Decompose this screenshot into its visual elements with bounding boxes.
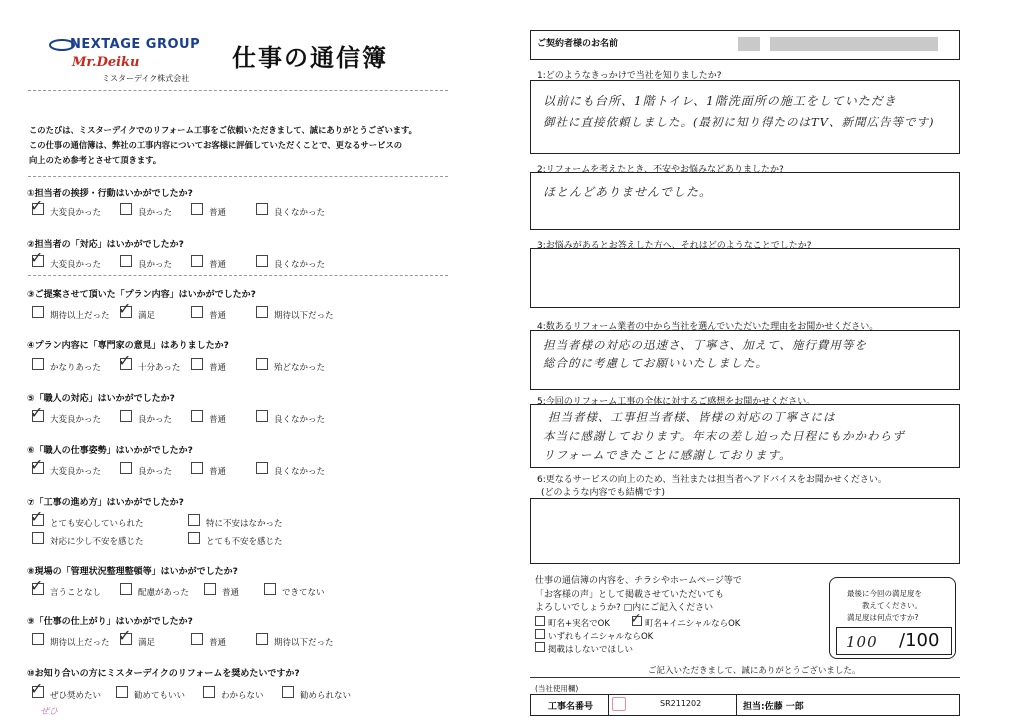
rating-checkbox[interactable] (191, 358, 203, 370)
rating-checkbox[interactable] (191, 306, 203, 318)
rating-option: 普通 (209, 638, 227, 648)
rating-option: 期待以上だった (50, 311, 110, 321)
question-label: 2:リフォームを考えたとき、不安やお悩みなどありましたか? (537, 165, 784, 175)
handwritten-answer: 以前にも台所、1階トイレ、1階洗面所の施工をしていただき (543, 94, 897, 108)
rating-checkbox[interactable] (32, 306, 44, 318)
show-through-line (28, 90, 448, 91)
rating-checkbox[interactable] (264, 583, 276, 595)
rating-option: 良かった (138, 260, 173, 270)
rating-option: 普通 (209, 208, 227, 218)
question-label: ③ご提案させて頂いた「プラン内容」はいかがでしたか? (27, 290, 256, 300)
rating-option: 普通 (209, 311, 227, 321)
publish-option: 掲載はしないでほしい (548, 645, 634, 655)
rating-checkbox[interactable] (120, 255, 132, 267)
rating-option: 十分あった (138, 363, 181, 373)
rating-checkbox[interactable] (191, 203, 203, 215)
rating-checkbox[interactable] (120, 410, 132, 422)
rating-checkbox[interactable] (256, 633, 268, 645)
check-mark-icon: ✓ (118, 351, 132, 370)
staff-name: 担当:佐藤 一郎 (743, 702, 804, 712)
check-mark-icon: ✓ (30, 507, 44, 526)
rating-option: 特に不安はなかった (206, 519, 283, 529)
rating-option: 良くなかった (274, 260, 326, 270)
answer-box (530, 172, 960, 230)
show-through-line (28, 275, 448, 276)
rating-option: 大変良かった (50, 260, 102, 270)
logo-text: NEXTAGE GROUP (70, 37, 201, 52)
divider (530, 677, 960, 678)
rating-checkbox[interactable] (256, 306, 268, 318)
nextage-logo (48, 37, 228, 53)
rating-option: 良くなかった (274, 208, 326, 218)
rating-option: 大変良かった (50, 467, 102, 477)
question-label: ⑦「工事の進め方」はいかがでしたか? (27, 498, 184, 508)
rating-checkbox[interactable] (256, 203, 268, 215)
project-number-label: 工事名番号 (548, 702, 594, 712)
rating-option: 良くなかった (274, 415, 326, 425)
rating-option: 普通 (209, 415, 227, 425)
satisfaction-score: 100 (846, 633, 878, 651)
rating-checkbox[interactable] (191, 410, 203, 422)
office-use-label: (当社使用欄) (535, 684, 579, 693)
rating-checkbox[interactable] (256, 462, 268, 474)
rating-option: 大変良かった (50, 208, 102, 218)
rating-option: 配慮があった (138, 588, 189, 598)
question-label: ⑧現場の「管理状況整理整頓等」はいかがでしたか? (27, 567, 238, 577)
rating-option: 大変良かった (50, 415, 102, 425)
rating-option: 満足 (138, 638, 156, 648)
handwritten-answer: 担当者様、工事担当者様、皆様の対応の丁寧さには (548, 410, 836, 424)
rating-checkbox[interactable] (120, 462, 132, 474)
rating-option: 殆どなかった (274, 363, 326, 373)
office-use-divider (736, 694, 737, 716)
satisfaction-prompt: 最後に今回の満足度を (847, 589, 922, 598)
satisfaction-prompt: 教えてください。 (862, 601, 922, 610)
handwritten-answer: 本当に感謝しております。年末の差し迫った日程にもかかわらず (543, 429, 905, 443)
handwritten-answer: 総合的に考慮してお願いいたしました。 (543, 356, 768, 370)
handwritten-answer: ほとんどありませんでした。 (543, 185, 713, 199)
page-title: 仕事の通信簿 (232, 44, 388, 72)
rating-option: わからない (221, 691, 264, 701)
question-label: 5:今回のリフォーム工事の全体に対するご感想をお聞かせください。 (537, 397, 816, 407)
check-mark-icon: ✓ (118, 299, 132, 318)
check-mark-icon: ✓ (118, 626, 132, 645)
question-label: ⑤「職人の対応」はいかがでしたか? (27, 394, 175, 404)
rating-checkbox[interactable] (32, 532, 44, 544)
handwritten-answer: 担当者様の対応の迅速さ、丁寧さ、加えて、施行費用等を (543, 338, 867, 352)
satisfaction-max: /100 (899, 630, 940, 651)
office-use-divider (608, 694, 609, 716)
publish-question: 「お客様の声」として掲載させていただいても (535, 590, 725, 600)
brand-logo: Mr.Deiku (72, 55, 140, 70)
rating-checkbox[interactable] (282, 686, 294, 698)
publish-option: 町名+イニシャルならOK (645, 619, 741, 629)
publish-checkbox[interactable] (535, 616, 545, 626)
publish-checkbox[interactable] (535, 629, 545, 639)
show-through-line (28, 176, 448, 177)
intro-text: 向上のため参考とさせて頂きます。 (29, 155, 162, 165)
rating-checkbox[interactable] (204, 583, 216, 595)
question-label: ①担当者の挨拶・行動はいかがでしたか? (27, 189, 193, 199)
rating-option: 勧めてもいい (134, 691, 186, 701)
rating-option: 期待以下だった (274, 638, 334, 648)
rating-option: 良くなかった (274, 467, 326, 477)
rating-option: 良かった (138, 208, 173, 218)
rating-option: 良かった (138, 415, 173, 425)
rating-option: 良かった (138, 467, 173, 477)
publish-option: 町名+実名でOK (548, 619, 610, 629)
question-label: 4:数あるリフォーム業者の中から当社を選んでいただいた理由をお聞かせください。 (537, 322, 879, 332)
rating-option: 対応に少し不安を感じた (50, 537, 144, 547)
check-mark-icon: ✓ (630, 611, 642, 627)
handwritten-answer: 御社に直接依頼しました。(最初に知り得たのはTV、新聞広告等です) (543, 115, 935, 129)
rating-option: 普通 (209, 467, 227, 477)
question-label: ②担当者の「対応」はいかがでしたか? (27, 240, 184, 250)
rating-option: 言うことなし (50, 588, 102, 598)
rating-checkbox[interactable] (120, 203, 132, 215)
rating-checkbox[interactable] (256, 358, 268, 370)
answer-box[interactable] (530, 248, 960, 308)
rating-option: 期待以下だった (274, 311, 334, 321)
rating-checkbox[interactable] (120, 583, 132, 595)
question-label: 6:更なるサービスの向上のため、当社または担当者へアドバイスをお聞かせください。 (537, 475, 887, 485)
question-label: ⑨「仕事の仕上がり」はいかがでしたか? (27, 617, 193, 627)
intro-text: この仕事の通信簿は、弊社の工事内容についてお客様に評価していただくことで、更なるサービスの (29, 140, 403, 150)
question-label: 3:お悩みがあるとお答えした方へ、それはどのようなことでしたか? (537, 241, 812, 251)
handwritten-answer: リフォームできたことに感謝しております。 (543, 448, 792, 462)
question-label: ④プラン内容に「専門家の意見」はありましたか? (27, 341, 229, 351)
rating-checkbox[interactable] (203, 686, 215, 698)
rating-checkbox[interactable] (188, 514, 200, 526)
question-label: ⑥「職人の仕事姿勢」はいかがでしたか? (27, 446, 193, 456)
check-mark-icon: ✓ (30, 196, 44, 215)
rating-option: できてない (282, 588, 325, 598)
rating-checkbox[interactable] (32, 633, 44, 645)
rating-option: 普通 (209, 363, 227, 373)
check-mark-icon: ✓ (30, 248, 44, 267)
rating-checkbox[interactable] (256, 410, 268, 422)
rating-checkbox[interactable] (191, 255, 203, 267)
stamp-icon (612, 697, 626, 711)
rating-option: 満足 (138, 311, 156, 321)
company-name: ミスターデイク株式会社 (102, 74, 190, 83)
rating-checkbox[interactable] (191, 462, 203, 474)
publish-option: いずれもイニシャルならOK (548, 632, 654, 642)
rating-checkbox[interactable] (188, 532, 200, 544)
check-mark-icon: ✓ (30, 679, 44, 698)
rating-checkbox[interactable] (116, 686, 128, 698)
check-mark-icon: ✓ (30, 403, 44, 422)
rating-option: かなりあった (50, 363, 101, 373)
handwritten-note: ぜひ (40, 707, 59, 717)
rating-checkbox[interactable] (256, 255, 268, 267)
redacted-name (770, 37, 938, 51)
intro-text: このたびは、ミスターデイクでのリフォーム工事をご依頼いただきまして、誠にありがとうございます。 (29, 125, 417, 135)
rating-option: 勧められない (300, 691, 352, 701)
thanks-text: ご記入いただきまして、誠にありがとうございました。 (648, 666, 861, 676)
satisfaction-prompt: 満足度は何点ですか? (847, 613, 919, 622)
rating-checkbox[interactable] (191, 633, 203, 645)
rating-option: 普通 (209, 260, 227, 270)
question-label: ⑩お知り合いの方にミスターデイクのリフォームを奨めたいですか? (27, 669, 300, 679)
check-mark-icon: ✓ (30, 455, 44, 474)
redacted-name (738, 37, 760, 51)
publish-checkbox[interactable] (535, 642, 545, 652)
question-sublabel: (どのような内容でも結構です) (541, 488, 666, 498)
rating-checkbox[interactable] (32, 358, 44, 370)
rating-option: 普通 (222, 588, 240, 598)
check-mark-icon: ✓ (30, 576, 44, 595)
rating-option: ぜひ奨めたい (50, 691, 102, 701)
rating-option: とても安心していられた (50, 519, 144, 529)
customer-name-label: ご契約者様のお名前 (537, 39, 619, 49)
rating-option: 期待以上だった (50, 638, 110, 648)
question-label: 1:どのようなきっかけで当社を知りましたか? (537, 71, 722, 81)
publish-question: 仕事の通信簿の内容を、チラシやホームページ等で (535, 576, 742, 586)
project-number: SR211202 (660, 699, 702, 708)
publish-question: よろしいでしょうか? □内にご記入ください (535, 603, 714, 613)
answer-box[interactable] (530, 498, 960, 564)
rating-option: とても不安を感じた (206, 537, 283, 547)
